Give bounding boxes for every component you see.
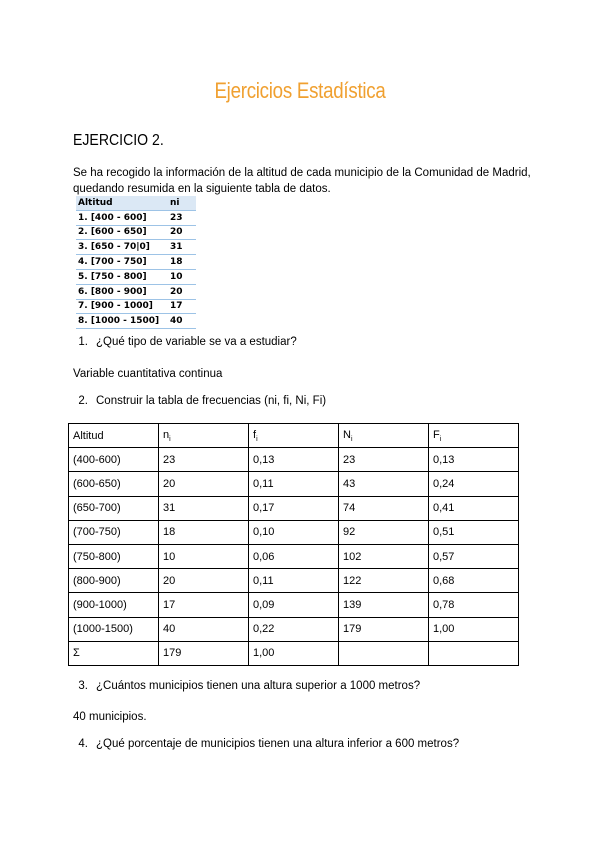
table-cell: 10	[168, 269, 196, 284]
table-row	[76, 299, 196, 314]
table-row	[69, 520, 519, 544]
table-cell: 31	[168, 240, 196, 255]
table-total-row	[69, 641, 519, 665]
table-cell: 7. [900 - 1000]	[76, 299, 168, 314]
table-cell: 0,57	[429, 544, 519, 568]
altitude-data-table	[76, 196, 196, 329]
table-cell: 43	[339, 472, 429, 496]
table-row	[69, 569, 519, 593]
table-cell: (1000-1500)	[69, 617, 159, 641]
table-cell: 31	[159, 496, 249, 520]
table-cell: 0,68	[429, 569, 519, 593]
table-row	[69, 593, 519, 617]
intro-line-1: Se ha recogido la información de la altitud de cada municipio de la Comunidad de Madrid,	[73, 167, 531, 179]
table-cell: 102	[339, 544, 429, 568]
header-cell: Altitud	[69, 424, 159, 448]
intro-line-2: quedando resumida en la siguiente tabla de datos.	[73, 183, 331, 195]
table-cell: 0,11	[249, 569, 339, 593]
table-row	[76, 314, 196, 329]
table-cell: 17	[168, 299, 196, 314]
frequency-table	[68, 423, 519, 666]
header-cell: $f_i$	[249, 424, 339, 448]
table-cell: 1. [400 - 600]	[76, 210, 168, 225]
question-2	[60, 395, 326, 407]
table-cell: 3. [650 - 70|0]	[76, 240, 168, 255]
question-text: Construir la tabla de frecuencias (ni, fi, Ni, Fi)	[96, 395, 327, 407]
table-cell: 92	[339, 520, 429, 544]
table-cell: 179	[159, 641, 249, 665]
table-cell: (400-600)	[69, 448, 159, 472]
table-cell: 18	[159, 520, 249, 544]
table-cell: 0,13	[249, 448, 339, 472]
table-cell: 40	[159, 617, 249, 641]
table-header-row	[76, 196, 196, 210]
table-cell: 10	[159, 544, 249, 568]
table-cell: 6. [800 - 900]	[76, 284, 168, 299]
table-cell: 4. [700 - 750]	[76, 255, 168, 270]
answer-3: 40 municipios.	[73, 711, 147, 723]
header-cell: $F_i$	[429, 424, 519, 448]
table-cell: (800-900)	[69, 569, 159, 593]
table-cell: 0,11	[249, 472, 339, 496]
table-cell	[339, 641, 429, 665]
table-row	[69, 496, 519, 520]
question-4	[60, 738, 459, 750]
question-number: 1.	[78, 336, 88, 348]
table-cell: 18	[168, 255, 196, 270]
table-cell: 5. [750 - 800]	[76, 269, 168, 284]
table-cell: (900-1000)	[69, 593, 159, 617]
question-3	[60, 680, 420, 692]
table-cell: (600-650)	[69, 472, 159, 496]
table-cell: 1,00	[249, 641, 339, 665]
table-row	[69, 448, 519, 472]
table-cell: 23	[339, 448, 429, 472]
table-cell: (650-700)	[69, 496, 159, 520]
table-cell: 1,00	[429, 617, 519, 641]
question-text: ¿Qué tipo de variable se va a estudiar?	[96, 336, 297, 348]
table-row	[76, 225, 196, 240]
question-number: 4.	[78, 738, 88, 750]
document-title: Ejercicios Estadística	[214, 78, 386, 103]
header-cell: $n_i$	[159, 424, 249, 448]
table-cell: 0,22	[249, 617, 339, 641]
table-cell: 23	[168, 210, 196, 225]
table-cell: 20	[159, 472, 249, 496]
table-cell: 0,06	[249, 544, 339, 568]
table-row	[76, 210, 196, 225]
table-header-row	[69, 424, 519, 448]
table-cell: 0,24	[429, 472, 519, 496]
header-cell: $N_i$	[339, 424, 429, 448]
exercise-heading: EJERCICIO 2.	[73, 132, 164, 149]
table-row	[69, 544, 519, 568]
table-cell: 20	[159, 569, 249, 593]
header-cell: Altitud	[76, 196, 168, 210]
table-cell: 23	[159, 448, 249, 472]
table-cell	[429, 641, 519, 665]
answer-1: Variable cuantitativa continua	[73, 368, 223, 380]
table-cell: 0,78	[429, 593, 519, 617]
table-cell: 179	[339, 617, 429, 641]
question-text: ¿Cuántos municipios tienen una altura superior a 1000 metros?	[96, 680, 421, 692]
table-row	[69, 472, 519, 496]
table-cell: 0,17	[249, 496, 339, 520]
table-row	[76, 255, 196, 270]
table-cell: 20	[168, 225, 196, 240]
table-cell: 17	[159, 593, 249, 617]
question-1	[60, 336, 297, 348]
question-number: 3.	[78, 680, 88, 692]
table-cell: 40	[168, 314, 196, 329]
table-cell: 20	[168, 284, 196, 299]
question-number: 2.	[78, 395, 88, 407]
table-cell: (700-750)	[69, 520, 159, 544]
table-cell: 0,10	[249, 520, 339, 544]
table-cell: 0,09	[249, 593, 339, 617]
header-cell: ni	[168, 196, 196, 210]
question-text: ¿Qué porcentaje de municipios tienen una altura inferior a 600 metros?	[96, 738, 460, 750]
table-row	[76, 284, 196, 299]
table-row	[76, 269, 196, 284]
table-cell: 0,41	[429, 496, 519, 520]
table-cell: (750-800)	[69, 544, 159, 568]
table-cell: 74	[339, 496, 429, 520]
table-row	[69, 617, 519, 641]
table-row	[76, 240, 196, 255]
table-cell: 0,13	[429, 448, 519, 472]
table-cell: 2. [600 - 650]	[76, 225, 168, 240]
table-cell: 0,51	[429, 520, 519, 544]
table-cell: 8. [1000 - 1500]	[76, 314, 168, 329]
table-cell: 122	[339, 569, 429, 593]
table-cell: Σ	[69, 641, 159, 665]
table-cell: 139	[339, 593, 429, 617]
